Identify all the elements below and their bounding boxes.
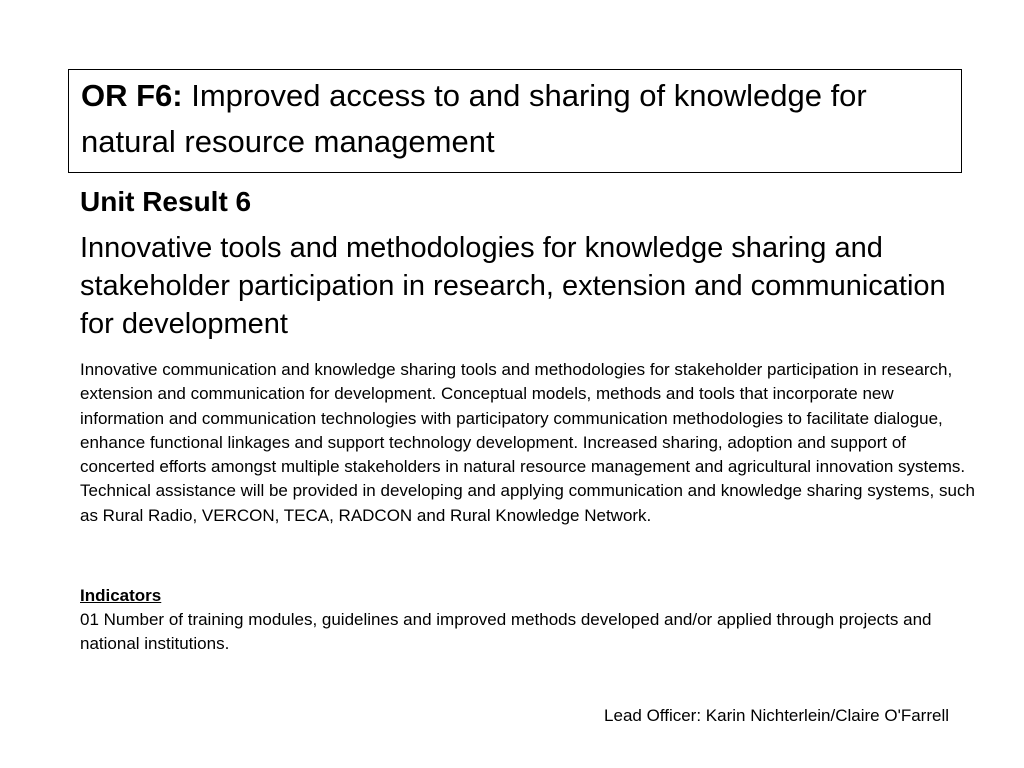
result-title: Innovative tools and methodologies for knowledge sharing and stakeholder participation in research, extension and communication for development	[80, 232, 946, 340]
indicators-heading: Indicators	[80, 586, 162, 605]
lead-officer: Lead Officer: Karin Nichterlein/Claire O'Farrell	[604, 706, 949, 725]
title-box	[68, 69, 962, 173]
page-title	[81, 73, 949, 165]
title-text: Improved access to and sharing of knowledge for natural resource management	[81, 78, 867, 159]
indicators-section	[80, 584, 980, 656]
indicator-item: 01 Number of training modules, guidelines and improved methods developed and/or applied through projects and national institutions.	[80, 610, 932, 653]
title-prefix: OR F6:	[81, 78, 183, 113]
description-paragraph: Innovative communication and knowledge sharing tools and methodologies for stakeholder participation in research, extension and communication for development. Conceptual models, methods and tools that incorporate new information and communication technologies with participatory communication methodologies to facilitate dialogue, enhance functional linkages and support technology development. Increased sharing, adoption and support of concerted efforts amongst multiple stakeholders in natural resource management and agricultural innovation systems. Technical assistance will be provided in developing and applying communication and knowledge sharing systems, such as Rural Radio, VERCON, TECA, RADCON and Rural Knowledge Network.	[80, 360, 975, 525]
unit-heading: Unit Result 6	[80, 186, 252, 217]
